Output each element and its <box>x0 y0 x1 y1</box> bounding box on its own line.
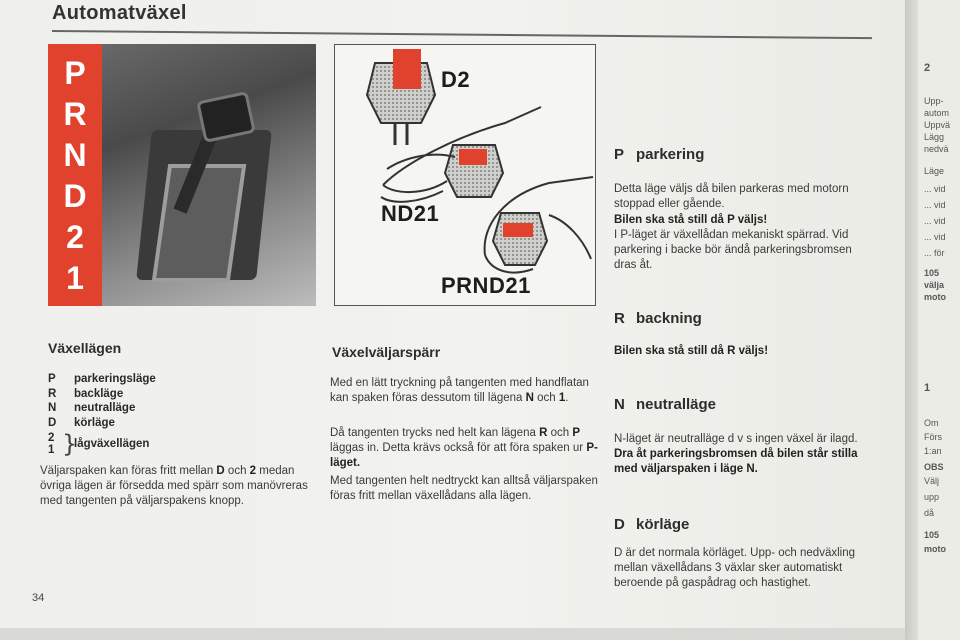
text-bold: D <box>216 465 225 477</box>
text-bold: N <box>525 392 534 404</box>
next-page-text: 1:an <box>924 446 942 456</box>
paragraph-mid-1 <box>330 376 598 406</box>
text-run: läggas in. Detta krävs också för att föra spaken ur <box>330 442 587 454</box>
text-run: . <box>565 392 569 404</box>
legend-label: parkeringsläge <box>74 373 156 385</box>
strip-letter: 1 <box>66 259 84 296</box>
text-run: Väljarspaken kan föras fritt mellan <box>40 465 217 477</box>
next-page-edge <box>918 0 960 640</box>
legend-brace-row <box>48 432 156 456</box>
next-page-text: ... vid <box>924 184 946 194</box>
legend-label: körläge <box>74 416 115 429</box>
text-bold: P <box>572 427 580 439</box>
text-run: och <box>224 465 250 477</box>
heading-n-neutrallage <box>614 396 716 413</box>
heading-word: parkering <box>636 146 705 163</box>
next-page-text: Välj <box>924 476 940 486</box>
next-page-text: Uppvä <box>924 120 951 130</box>
paragraph-vaxellagen <box>40 464 312 509</box>
text-run: Då tangenten trycks ned helt kan lägena <box>330 427 540 439</box>
next-page-text: moto <box>924 544 946 554</box>
next-page-text: 2 <box>924 62 931 74</box>
strip-letter: N <box>63 136 87 173</box>
next-page-text: nedvä <box>924 144 949 154</box>
legend-row <box>48 416 156 431</box>
label-d2: D2 <box>441 67 471 92</box>
next-page-text: Om <box>924 418 939 428</box>
title-divider <box>52 30 872 39</box>
legend-label: neutralläge <box>74 402 136 414</box>
heading-vaxellagen: Växellägen <box>48 340 122 356</box>
legend-key: R <box>48 387 57 400</box>
text-bold: 1 <box>558 392 566 404</box>
text-run: och <box>547 427 573 439</box>
paragraph-n-1: N-läget är neutralläge d v s ingen växel är ilagd. <box>614 433 858 445</box>
text-run: medan övriga lägen är försedda med spärr som manövreras med tangenten på väljarspakens knopp. <box>40 465 308 507</box>
heading-vaxelvaljarsparr: Växelväljarspärr <box>332 344 441 360</box>
heading-word: neutralläge <box>636 396 717 413</box>
label-prnd21: PRND21 <box>441 273 531 298</box>
page-title: Automatväxel <box>52 2 187 24</box>
gear-legend <box>48 372 156 456</box>
legend-key: P <box>48 373 56 385</box>
heading-d-korlage <box>614 516 689 533</box>
brace-icon: } <box>62 430 78 458</box>
knob-bottom <box>485 177 593 273</box>
text-bold: R <box>539 427 548 439</box>
strip-letter: R <box>63 95 87 132</box>
next-page-text: Förs <box>924 432 942 442</box>
heading-letter: N <box>614 396 625 413</box>
next-page-text: då <box>924 508 935 518</box>
next-page-text: Lägg <box>924 132 945 142</box>
knob-top <box>367 49 435 145</box>
gear-selector-photo <box>48 44 316 306</box>
paragraph-mid-3: Med tangenten helt nedtryckt kan alltså väljarspaken föras fritt mellan växellådans alla lägen. <box>330 475 598 502</box>
paragraph-n-bold: Dra åt parkeringsbromsen då bilen står stilla med väljarspaken i läge N. <box>614 448 858 475</box>
next-page-text: Läge <box>924 166 945 176</box>
next-page-text: 1 <box>924 382 931 394</box>
heading-word: backning <box>636 310 702 327</box>
next-page-text: OBS <box>924 462 944 472</box>
text-bold: 2 <box>249 465 257 477</box>
next-page-text: 105 <box>924 530 940 540</box>
legend-row <box>48 387 156 402</box>
next-page-text: ... vid <box>924 200 946 210</box>
legend-key: 1 <box>48 444 55 456</box>
text-run: Med en lätt tryckning på tangenten med handflatan kan spaken föras dessutom till lägena <box>330 377 589 404</box>
next-page-text: 105 <box>924 268 940 278</box>
heading-r-backning <box>614 310 702 327</box>
text-run: och <box>533 392 559 404</box>
legend-row <box>48 401 156 416</box>
paragraph-r-bold: Bilen ska stå still då R väljs! <box>614 345 769 357</box>
page-number: 34 <box>32 592 45 604</box>
strip-letter: P <box>64 54 86 91</box>
paragraph-p-2: I P-läget är växellådan mekaniskt spärrad. Vid parkering i backe bör ändå parkeringsbromsen dras åt. <box>614 229 852 271</box>
next-page-text: Upp- <box>924 96 944 106</box>
strip-letter: D <box>63 177 87 214</box>
legend-key: 2 <box>48 432 55 444</box>
next-page-text: ... för <box>924 248 945 258</box>
next-page-text: upp <box>924 492 940 502</box>
label-nd21: ND21 <box>381 201 440 226</box>
heading-letter: D <box>614 516 625 533</box>
paragraph-mid-2 <box>330 426 598 471</box>
legend-key: D <box>48 416 57 429</box>
selector-lock-illustration <box>334 44 596 306</box>
strip-letter: 2 <box>66 218 84 255</box>
paragraph-d-1: D är det normala körläget. Upp- och nedväxling mellan växellådans 3 växlar sker automatiskt beroende på gaspådrag och hastighet. <box>614 547 855 589</box>
legend-label: lågväxellägen <box>74 437 150 450</box>
heading-letter: R <box>614 310 625 327</box>
heading-word: körläge <box>636 516 690 533</box>
next-page-text: välja <box>924 280 945 290</box>
next-page-text: ... vid <box>924 232 946 242</box>
legend-row <box>48 372 156 387</box>
gear-position-strip <box>48 44 102 306</box>
text-bold: P-läget. <box>330 442 598 469</box>
paragraph-p-bold: Bilen ska stå still då P väljs! <box>614 214 768 226</box>
paragraph-p-1: Detta läge väljs då bilen parkeras med motorn stoppad eller gående. <box>614 183 849 210</box>
next-page-text: ... vid <box>924 216 946 226</box>
heading-letter: P <box>614 146 625 163</box>
next-page-text: moto <box>924 292 946 302</box>
next-page-text: autom <box>924 108 950 118</box>
brace-keys <box>48 432 62 456</box>
legend-label: backläge <box>74 387 124 400</box>
legend-key: N <box>48 402 57 414</box>
heading-p-parkering <box>614 146 704 163</box>
